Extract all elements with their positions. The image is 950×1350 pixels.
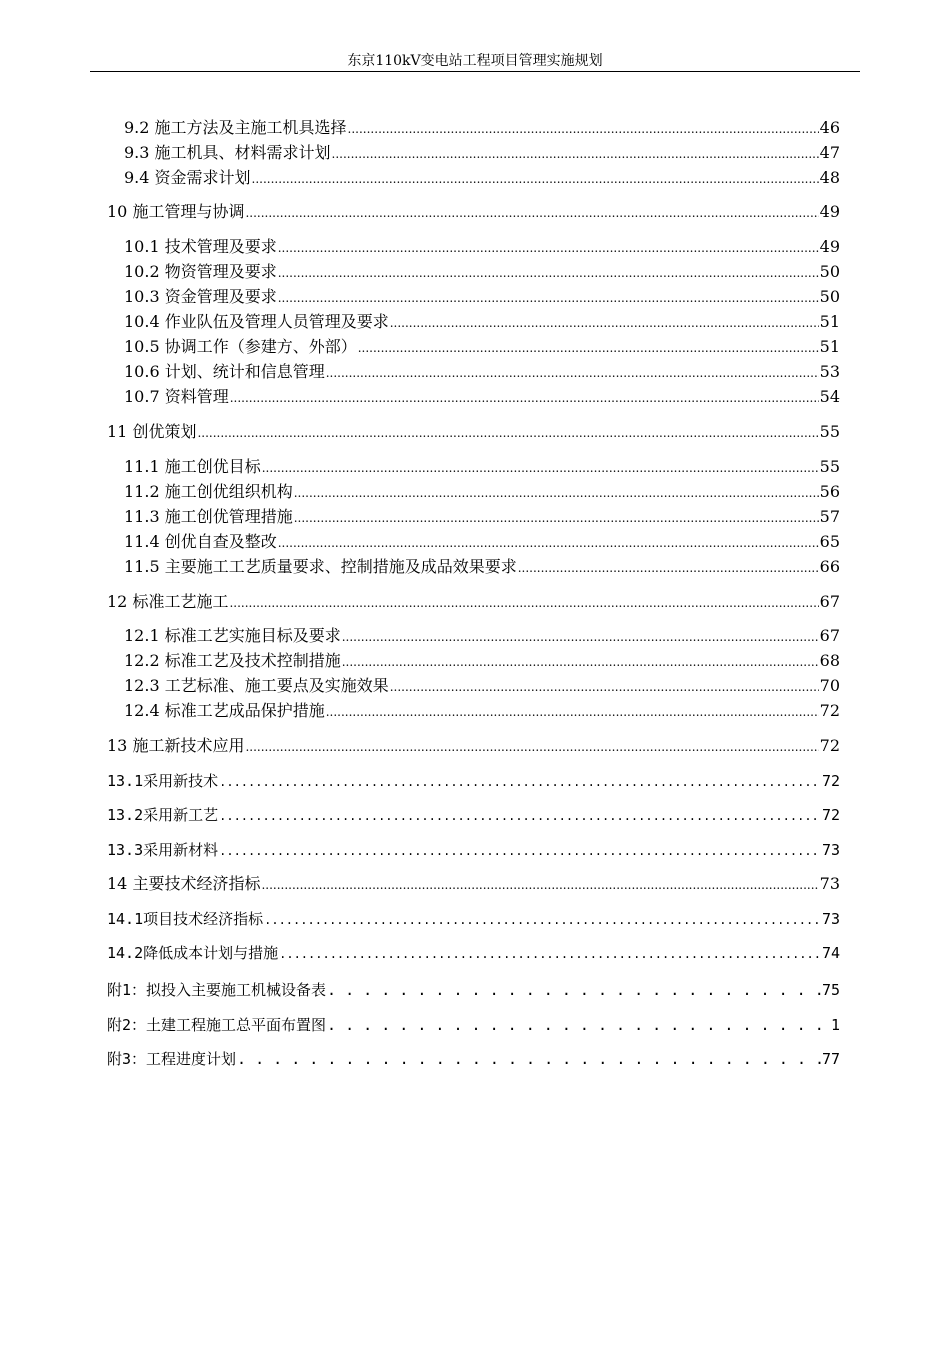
dot-leader [219,840,821,862]
toc-entry-page: 73 [821,910,840,928]
toc-entry-title: 12 标准工艺施工 [107,592,229,611]
toc-entry-title: 13 施工新技术应用 [107,736,245,755]
toc-entry-page: 53 [819,362,840,381]
dot-leader [326,701,819,723]
dot-leader [332,143,819,165]
toc-entry-page: 74 [821,944,840,962]
toc-entry-12-3[interactable] [124,675,840,698]
dot-leader [262,457,819,479]
dot-leader [348,118,819,140]
toc-entry-10[interactable] [107,201,840,224]
toc-entry-title: 10.2 物资管理及要求 [124,262,277,281]
toc-entry-11[interactable] [107,421,840,444]
dot-leader [245,736,818,758]
dot-leader [237,1048,821,1070]
toc-entry-title: 附2：土建工程施工总平面布置图 [107,1016,327,1034]
dot-leader [327,1014,830,1036]
toc-entry-13-2[interactable] [107,804,840,827]
dot-leader [390,676,819,698]
toc-entry-10-1[interactable] [124,236,840,259]
toc-entry-page: 70 [819,676,840,695]
toc-entry-11-5[interactable] [124,556,840,579]
toc-entry-9-4[interactable] [124,167,840,190]
dot-leader [279,943,821,965]
toc-entry-12-1[interactable] [124,625,840,648]
toc-entry-title: 11 创优策划 [107,422,197,441]
dot-leader [278,287,819,309]
toc-entry-13[interactable] [107,735,840,758]
toc-entry-14-2[interactable] [107,942,840,965]
dot-leader [342,651,819,673]
toc-entry-title: 附1：拟投入主要施工机械设备表 [107,981,327,999]
dot-leader [327,979,821,1001]
toc-entry-title: 11.4 创优自查及整改 [124,532,277,551]
toc-entry-page: 49 [819,202,840,221]
toc-entry-page: 54 [819,387,840,406]
toc-entry-title: 10.5 协调工作（参建方、外部） [124,337,357,356]
toc-entry-page: 72 [819,701,840,720]
dot-leader [245,202,818,224]
toc-entry-page: 72 [821,806,840,824]
toc-entry-page: 67 [819,592,840,611]
toc-entry-title: 10 施工管理与协调 [107,202,245,221]
toc-entry-title: 12.4 标准工艺成品保护措施 [124,701,325,720]
toc-entry-10-6[interactable] [124,361,840,384]
toc-entry-page: 1 [830,1016,840,1034]
toc-entry-page: 50 [819,262,840,281]
toc-entry-appendix-3[interactable] [107,1048,840,1070]
toc-entry-appendix-1[interactable] [107,979,840,1001]
running-header: 东京110kV变电站工程项目管理实施规划 [347,53,603,69]
dot-leader [278,262,819,284]
dot-leader [518,557,819,579]
dot-leader [219,771,821,793]
dot-leader [252,168,819,190]
toc-entry-page: 68 [819,651,840,670]
toc-entry-title: 附3：工程进度计划 [107,1050,237,1068]
toc-entry-10-2[interactable] [124,261,840,284]
toc-entry-title: 13.2采用新工艺 [107,806,219,824]
toc-entry-page: 72 [819,736,840,755]
dot-leader [326,362,819,384]
dot-leader [230,387,819,409]
toc-entry-page: 51 [819,312,840,331]
toc-entry-title: 12.3 工艺标准、施工要点及实施效果 [124,676,389,695]
toc-entry-title: 10.1 技术管理及要求 [124,237,277,256]
toc-entry-page: 55 [819,457,840,476]
toc-entry-page: 51 [819,337,840,356]
toc-entry-title: 10.3 资金管理及要求 [124,287,277,306]
toc-entry-title: 11.2 施工创优组织机构 [124,482,293,501]
toc-entry-10-5[interactable] [124,336,840,359]
toc-entry-page: 73 [821,841,840,859]
toc-entry-page: 47 [819,143,840,162]
toc-entry-title: 9.4 资金需求计划 [124,168,251,187]
toc-entry-page: 49 [819,237,840,256]
toc-entry-page: 73 [819,874,840,893]
toc-entry-11-1[interactable] [124,456,840,479]
dot-leader [264,909,821,931]
toc-entry-9-3[interactable] [124,142,840,165]
toc-entry-title: 9.3 施工机具、材料需求计划 [124,143,331,162]
toc-entry-title: 14.1项目技术经济指标 [107,910,264,928]
dot-leader [197,422,818,444]
toc-entry-page: 56 [819,482,840,501]
toc-entry-page: 75 [821,981,840,999]
dot-leader [278,237,819,259]
toc-entry-title: 13.1采用新技术 [107,772,219,790]
toc-entry-12-2[interactable] [124,650,840,673]
dot-leader [278,532,819,554]
toc-entry-title: 12.1 标准工艺实施目标及要求 [124,626,341,645]
toc-entry-13-1[interactable] [107,770,840,793]
toc-entry-11-2[interactable] [124,481,840,504]
dot-leader [390,312,819,334]
dot-leader [358,337,819,359]
toc-entry-9-2[interactable] [124,117,840,140]
toc-entry-14[interactable] [107,873,840,896]
toc-entry-page: 72 [821,772,840,790]
dot-leader [219,805,821,827]
toc-entry-title: 11.3 施工创优管理措施 [124,507,293,526]
toc-entry-page: 66 [819,557,840,576]
toc-entry-11-3[interactable] [124,506,840,529]
toc-entry-title: 14.2降低成本计划与措施 [107,944,279,962]
toc-entry-13-3[interactable] [107,839,840,862]
toc-entry-10-7[interactable] [124,386,840,409]
toc-entry-title: 11.5 主要施工工艺质量要求、控制措施及成品效果要求 [124,557,517,576]
toc-entry-11-4[interactable] [124,531,840,554]
toc-entry-page: 46 [819,118,840,137]
dot-leader [342,626,819,648]
toc-entry-12[interactable] [107,591,840,614]
toc-entry-page: 57 [819,507,840,526]
toc-entry-title: 13.3采用新材料 [107,841,219,859]
toc-entry-title: 10.4 作业队伍及管理人员管理及要求 [124,312,389,331]
toc-entry-page: 77 [821,1050,840,1068]
toc-entry-10-4[interactable] [124,311,840,334]
toc-entry-title: 14 主要技术经济指标 [107,874,261,893]
toc-entry-appendix-2[interactable] [107,1014,840,1036]
toc-entry-title: 9.2 施工方法及主施工机具选择 [124,118,347,137]
toc-entry-title: 10.7 资料管理 [124,387,229,406]
dot-leader [229,592,818,614]
toc-entry-12-4[interactable] [124,700,840,723]
toc-entry-14-1[interactable] [107,908,840,931]
toc-entry-title: 11.1 施工创优目标 [124,457,261,476]
toc-entry-title: 12.2 标准工艺及技术控制措施 [124,651,341,670]
toc-entry-page: 65 [819,532,840,551]
toc-entry-page: 67 [819,626,840,645]
dot-leader [294,482,819,504]
dot-leader [261,874,818,896]
toc-entry-page: 55 [819,422,840,441]
toc-entry-title: 10.6 计划、统计和信息管理 [124,362,325,381]
toc-entry-10-3[interactable] [124,286,840,309]
toc-entry-page: 50 [819,287,840,306]
toc-entry-page: 48 [819,168,840,187]
dot-leader [294,507,819,529]
